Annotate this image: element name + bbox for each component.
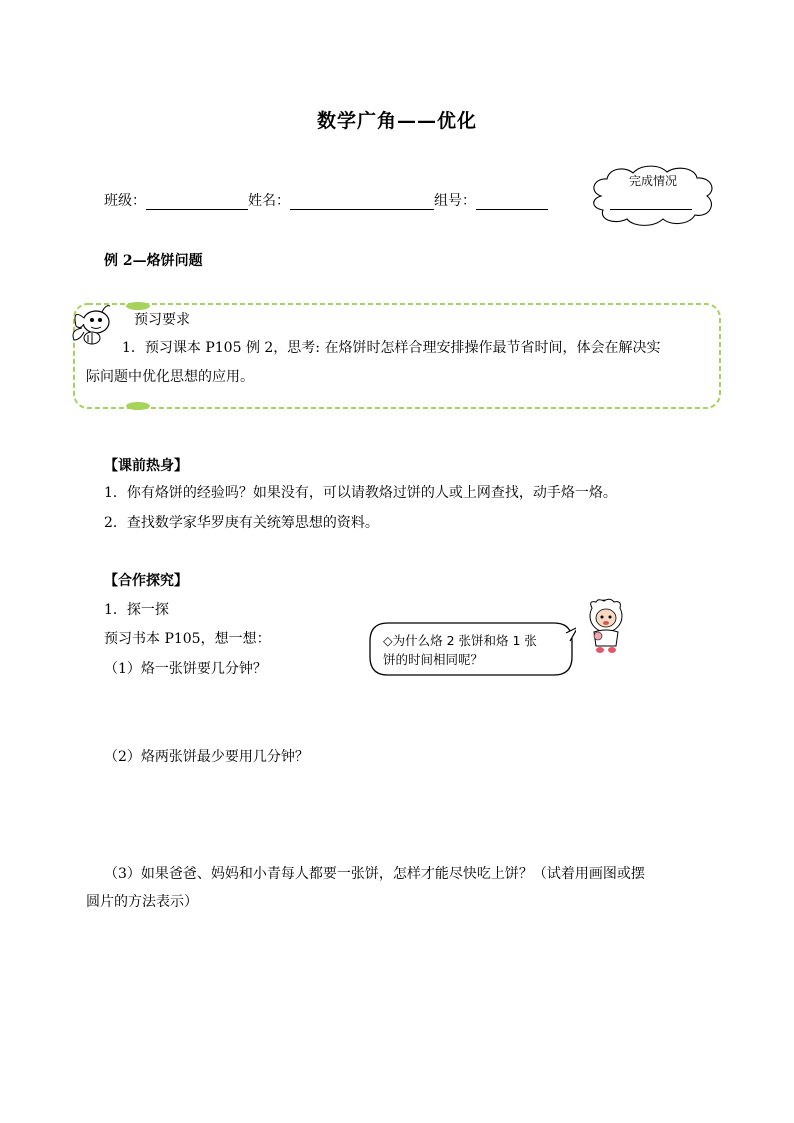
group-field[interactable] — [476, 193, 548, 210]
explore-instruction: 预习书本 P105，想一想： — [104, 631, 271, 647]
explore-sub1: 1．探一探 — [104, 602, 169, 618]
bee-icon — [66, 300, 116, 350]
preview-item1-line1: 1．预习课本 P105 例 2，思考: 在烙饼时怎样合理安排操作最节省时间，体会在解决实 — [122, 340, 661, 356]
name-label: 姓名： — [248, 193, 290, 209]
question-1: （1）烙一张饼要几分钟？ — [104, 661, 267, 677]
warmup-item-1: 1．你有烙饼的经验吗？如果没有，可以请教烙过饼的人或上网查找，动手烙一烙。 — [104, 485, 617, 501]
student-info-row — [104, 190, 548, 212]
page-title: 数学广角——优化 — [316, 110, 477, 132]
preview-item1-line2: 际问题中优化思想的应用。 — [86, 369, 254, 385]
speech-bubble-text — [383, 631, 563, 669]
warmup-item-2: 2．查找数学家华罗庚有关统筹思想的资料。 — [104, 515, 379, 531]
bubble-line-1: ◇为什么烙 2 张饼和烙 1 张 — [383, 633, 537, 648]
question-3-line2: 圆片的方法表示） — [86, 894, 198, 910]
question-2: （2）烙两张饼最少要用几分钟？ — [104, 749, 309, 765]
example-heading: 例 2—烙饼问题 — [104, 253, 203, 269]
completion-field[interactable] — [610, 209, 692, 210]
class-label: 班级： — [104, 193, 146, 209]
question-3-line1: （3）如果爸爸、妈妈和小青每人都要一张饼，怎样才能尽快吃上饼？（试着用画图或摆 — [104, 866, 645, 882]
bubble-line-2: 饼的时间相同呢？ — [383, 652, 484, 667]
sheep-mascot-icon — [580, 596, 632, 656]
group-label: 组号： — [434, 193, 476, 209]
preview-heading: 预习要求 — [134, 312, 190, 328]
name-field[interactable] — [290, 193, 434, 210]
class-field[interactable] — [146, 193, 248, 210]
completion-label: 完成情况 — [628, 174, 677, 188]
explore-heading: 【合作探究】 — [104, 573, 188, 589]
warmup-heading: 【课前热身】 — [104, 458, 188, 474]
